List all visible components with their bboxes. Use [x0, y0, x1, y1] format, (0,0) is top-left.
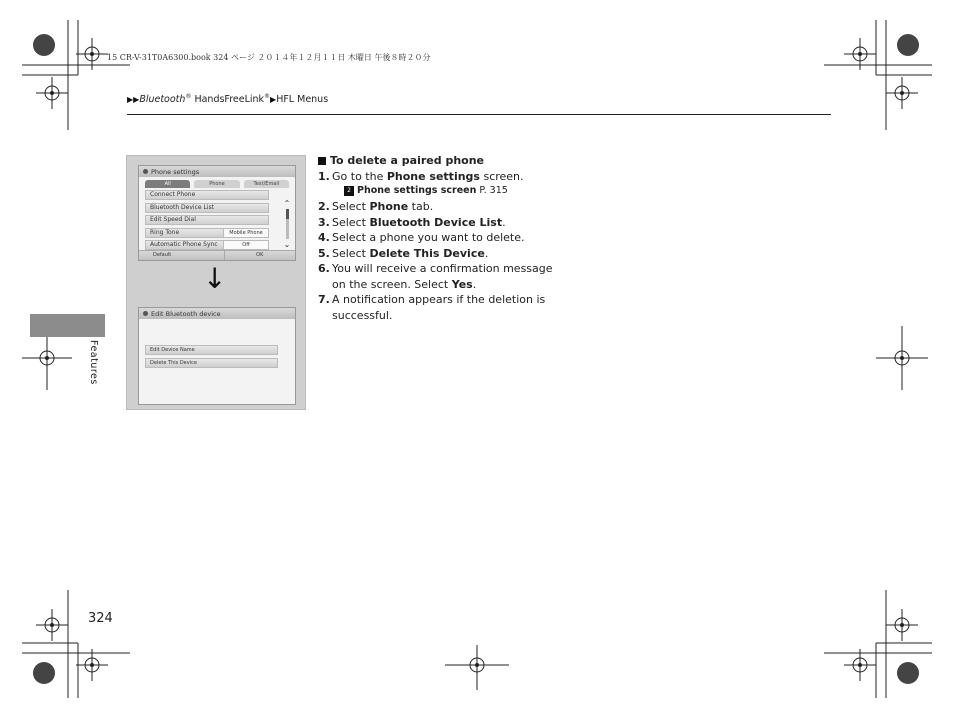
menu-label: Edit Speed Dial	[150, 216, 196, 223]
breadcrumb-hfl-menus: HFL Menus	[276, 94, 329, 106]
step-text: A notification appears if the deletion is successful.	[332, 293, 546, 322]
cross-reference[interactable]	[318, 184, 568, 197]
header-rule	[127, 114, 831, 115]
step-5	[318, 246, 568, 262]
square-bullet-icon	[318, 157, 326, 165]
step-text: Select	[332, 246, 370, 260]
step-text: Go to the	[332, 169, 387, 183]
screen-tabs	[139, 177, 295, 188]
step-number: 7.	[318, 293, 330, 306]
ok-button[interactable]: OK	[224, 251, 296, 260]
scroll-thumb[interactable]	[286, 209, 289, 219]
xref-title: Phone settings screen	[357, 185, 477, 196]
reference-icon: 2	[344, 186, 354, 196]
step-text: You will receive a confirmation message on the screen. Select	[332, 262, 553, 291]
breadcrumb-hfl: HandsFreeLink	[191, 94, 265, 106]
section-tab	[30, 314, 105, 337]
phone-icon	[143, 311, 148, 316]
scroll-track	[286, 209, 289, 239]
print-header: 15 CR-V-31T0A6300.book 324 ページ ２０１４年１２月１１日 木曜日 午後８時２０分	[107, 53, 431, 62]
screen-title: Phone settings	[151, 167, 200, 176]
step-2	[318, 199, 568, 215]
scroll-down-icon[interactable]: ⌄	[283, 240, 291, 249]
step-number: 6.	[318, 262, 330, 275]
step-text: Select	[332, 200, 370, 213]
menu-automatic-phone-sync[interactable]	[145, 240, 269, 250]
phone-settings-screen	[138, 165, 296, 261]
breadcrumb-arrow: ▶	[270, 95, 277, 105]
screen-titlebar	[139, 308, 295, 319]
xref-page: P. 315	[476, 185, 508, 196]
menu-label: Edit Device Name	[150, 347, 195, 353]
step-bold: Phone	[369, 200, 409, 213]
step-text-end: .	[502, 215, 506, 229]
step-text: Select	[332, 215, 370, 229]
phone-icon	[143, 169, 148, 174]
section-heading	[318, 153, 568, 169]
menu-label: Automatic Phone Sync	[150, 241, 218, 248]
menu-edit-speed-dial[interactable]	[145, 215, 269, 225]
step-bold: Delete This Device	[369, 246, 485, 260]
step-number: 4.	[318, 231, 330, 244]
default-button[interactable]: Default	[139, 251, 224, 260]
step-7	[318, 292, 568, 323]
screen-titlebar	[139, 166, 295, 177]
settings-list	[139, 188, 295, 255]
ring-tone-value: Mobile Phone	[223, 229, 268, 237]
step-text-end: .	[484, 246, 489, 260]
auto-sync-value: Off	[223, 241, 268, 249]
edit-bluetooth-device-screen	[138, 307, 296, 405]
step-4	[318, 230, 568, 246]
step-number: 3.	[318, 215, 330, 229]
registered-mark-2: ®	[264, 93, 271, 100]
menu-label: Connect Phone	[150, 191, 196, 198]
scroll-up-icon[interactable]: ⌃	[283, 199, 291, 208]
step-3	[318, 215, 568, 231]
breadcrumb	[127, 93, 328, 105]
step-text: Select a phone you want to delete.	[332, 231, 525, 244]
breadcrumb-arrows: ▶▶	[127, 95, 140, 105]
menu-delete-this-device[interactable]	[145, 358, 278, 368]
step-bold: Yes	[451, 277, 473, 291]
menu-ring-tone[interactable]	[145, 228, 269, 238]
tab-phone[interactable]: Phone	[194, 180, 239, 188]
menu-bluetooth-device-list[interactable]	[145, 203, 269, 213]
registered-mark: ®	[185, 93, 192, 100]
step-text-end: tab.	[408, 200, 434, 213]
device-options-list	[139, 345, 295, 368]
menu-label: Bluetooth Device List	[150, 203, 214, 211]
tab-all[interactable]: All	[145, 180, 190, 188]
heading-text: To delete a paired phone	[330, 154, 485, 167]
side-label: Features	[88, 340, 99, 385]
menu-label: Delete This Device	[150, 359, 197, 366]
page-number: 324	[88, 611, 113, 626]
step-text-end: .	[472, 277, 477, 291]
screen-footer	[139, 250, 295, 260]
step-number: 1.	[318, 169, 330, 183]
step-bold: Bluetooth Device List	[369, 215, 503, 229]
screen-title: Edit Bluetooth device	[151, 309, 221, 318]
step-text-end: screen.	[479, 169, 524, 183]
instructions	[318, 153, 568, 323]
menu-label: Ring Tone	[150, 228, 180, 236]
step-number: 2.	[318, 200, 330, 213]
scrollbar[interactable]	[282, 199, 292, 253]
down-arrow-icon: ↓	[203, 262, 227, 295]
step-1	[318, 169, 568, 185]
step-number: 5.	[318, 246, 330, 260]
breadcrumb-bluetooth: Bluetooth	[139, 94, 186, 106]
menu-connect-phone[interactable]	[145, 190, 269, 200]
step-bold: Phone settings	[386, 169, 480, 183]
step-6	[318, 261, 568, 292]
menu-edit-device-name[interactable]	[145, 345, 278, 355]
tab-text-email[interactable]: Text/Email	[244, 180, 289, 188]
